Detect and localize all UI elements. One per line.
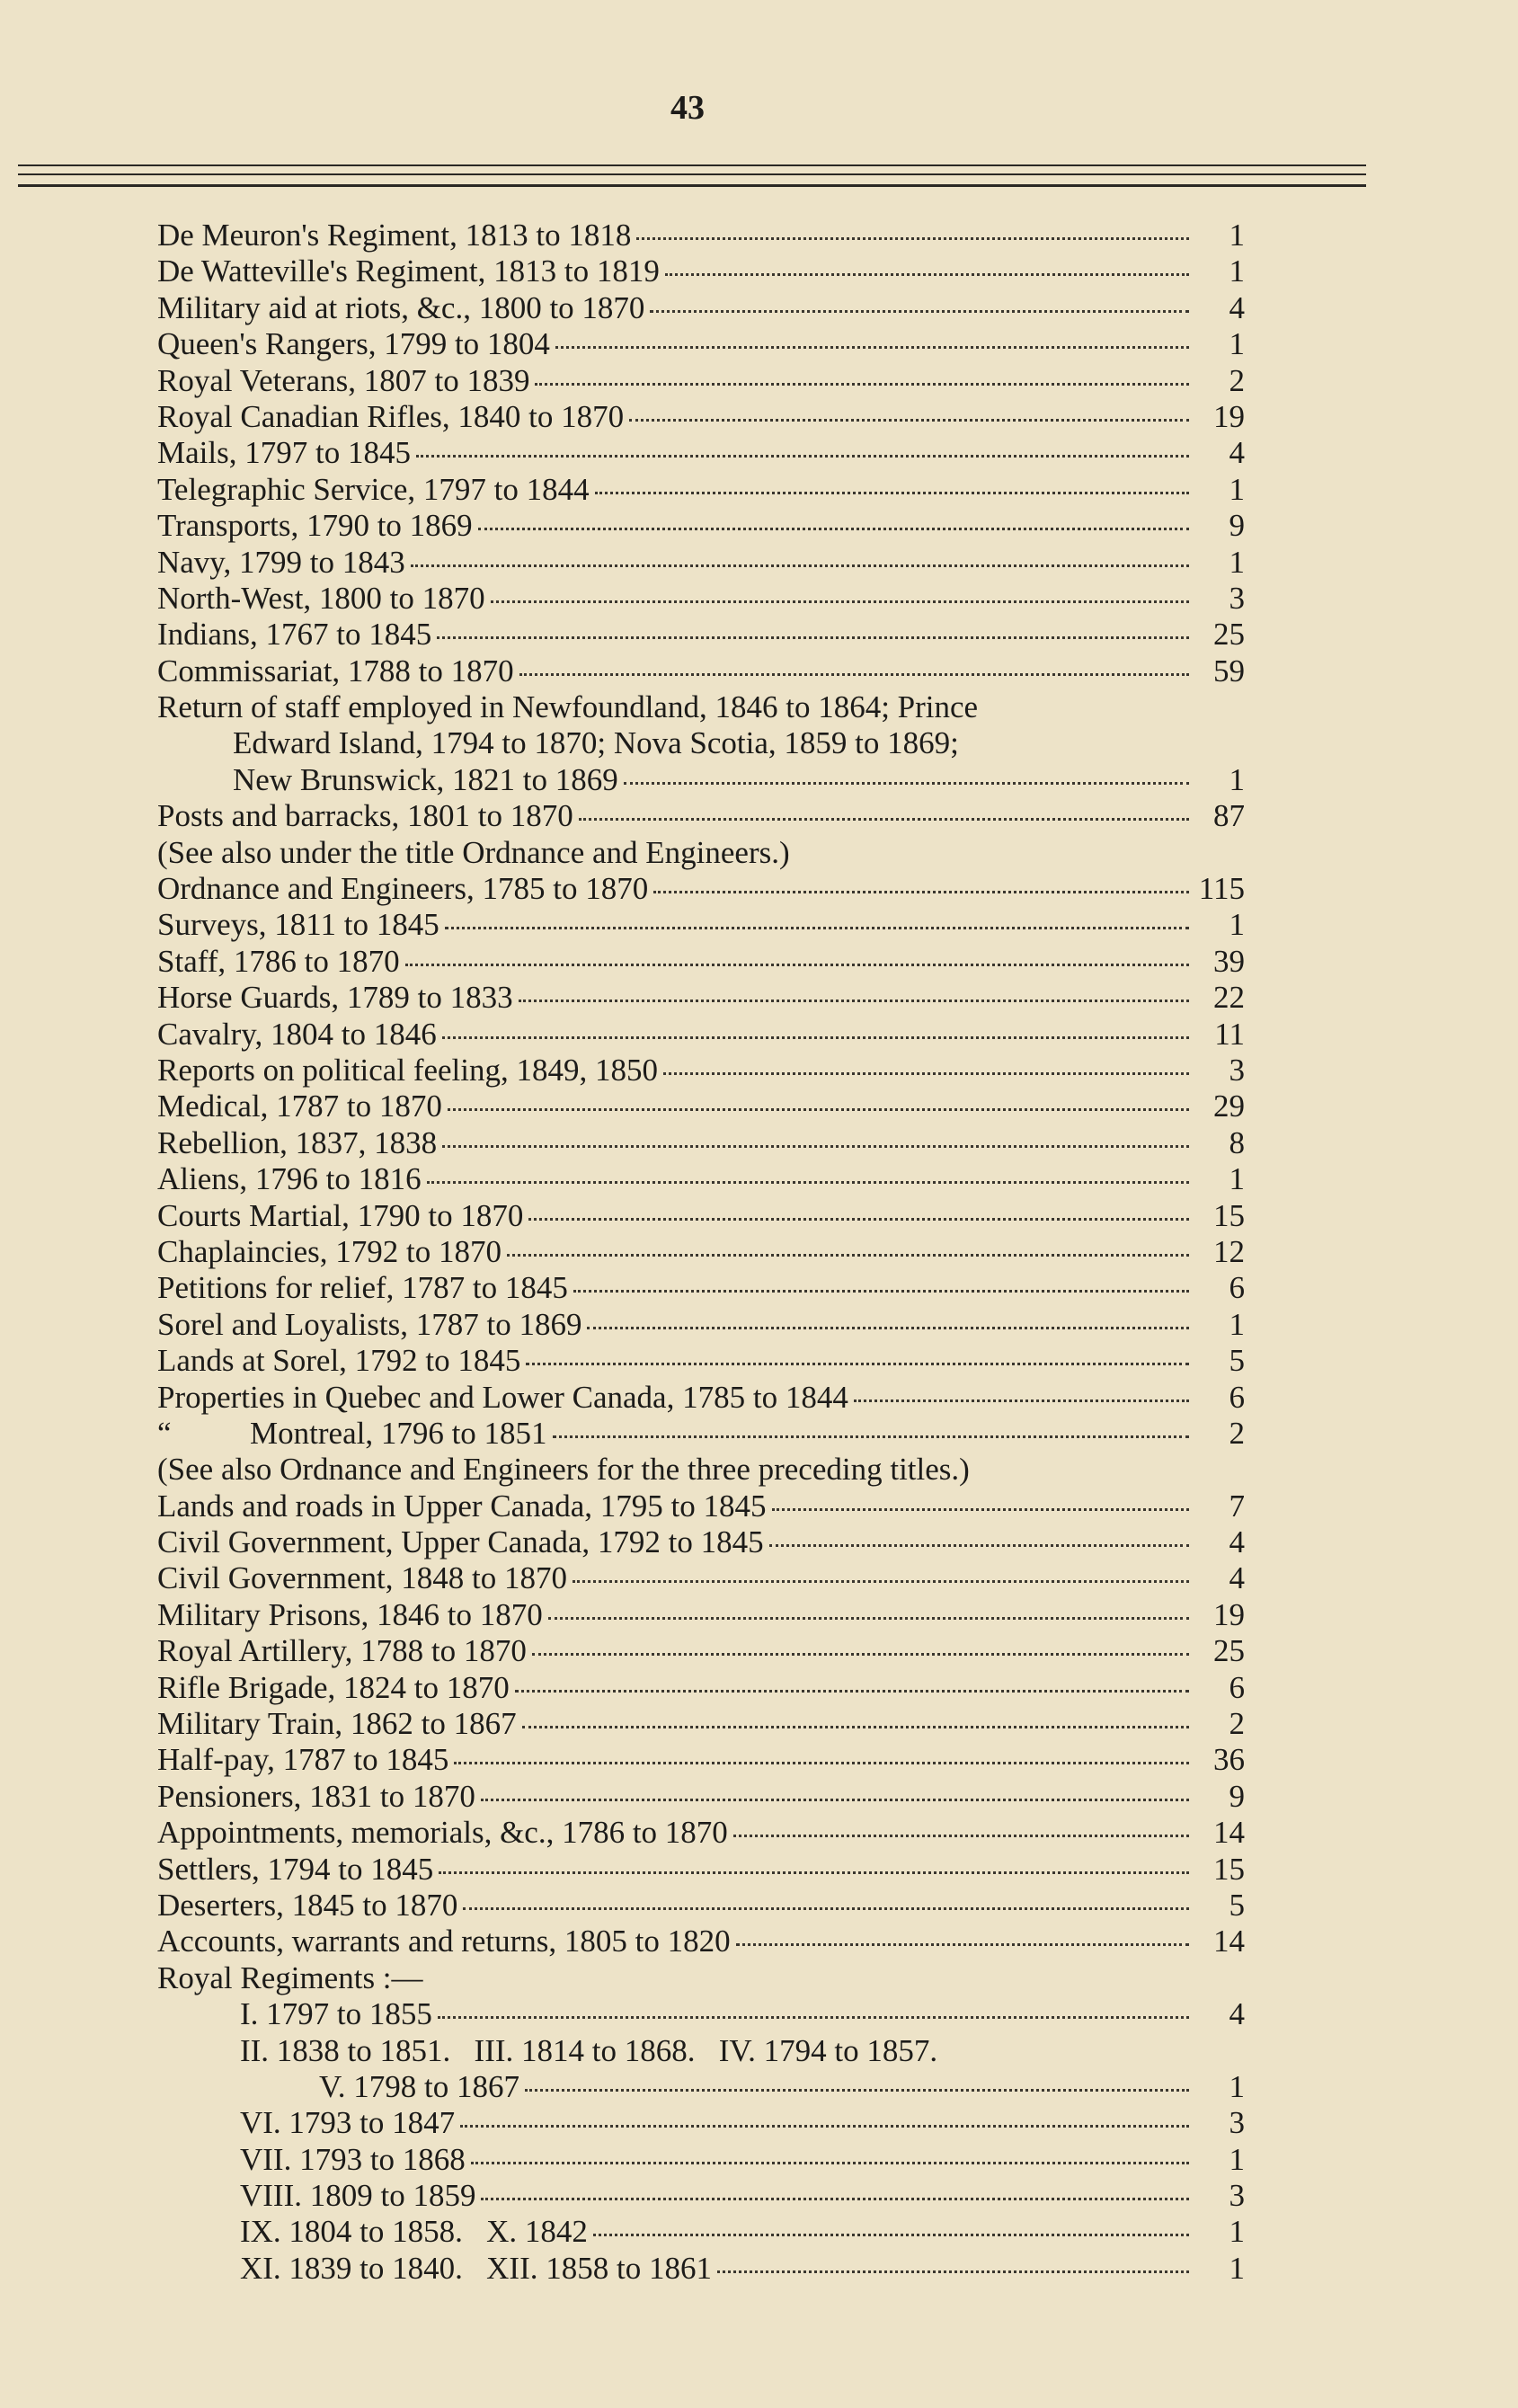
list-item: Royal Artillery, 1788 to 1870 25 (157, 1633, 1245, 1669)
list-item: Mails, 1797 to 1845 4 (157, 435, 1245, 471)
list-item-text: II. 1838 to 1851. III. 1814 to 1868. IV. 1794 to 1857. (240, 2032, 938, 2068)
list-item: Posts and barracks, 1801 to 1870 87 (157, 798, 1245, 834)
list-item: Queen's Rangers, 1799 to 1804 1 (157, 326, 1245, 362)
list-item: Ordnance and Engineers, 1785 to 1870 115 (157, 871, 1245, 907)
list-item: Sorel and Loyalists, 1787 to 1869 1 (157, 1306, 1245, 1342)
list-item: Medical, 1787 to 1870 29 (157, 1088, 1245, 1124)
contents-list (157, 218, 1245, 2287)
list-item-text: Edward Island, 1794 to 1870; Nova Scotia, 1859 to 1869; (233, 725, 959, 761)
list-item: New Brunswick, 1821 to 1869 1 (233, 761, 1245, 797)
list-item: Transports, 1790 to 1869 9 (157, 508, 1245, 544)
list-item: De Watteville's Regiment, 1813 to 1819 1 (157, 253, 1245, 289)
list-item: XI. 1839 to 1840. XII. 1858 to 1861 1 (240, 2250, 1245, 2286)
list-item: Military Train, 1862 to 1867 2 (157, 1706, 1245, 1742)
list-item: “ Montreal, 1796 to 1851 2 (157, 1415, 1245, 1451)
list-item: Properties in Quebec and Lower Canada, 1785 to 1844 6 (157, 1379, 1245, 1415)
list-item: Commissariat, 1788 to 1870 59 (157, 653, 1245, 689)
list-item: North-West, 1800 to 1870 3 (157, 580, 1245, 616)
header-rule (18, 164, 1366, 166)
list-item: Accounts, warrants and returns, 1805 to 1820 14 (157, 1924, 1245, 1959)
list-item: Staff, 1786 to 1870 39 (157, 943, 1245, 979)
list-item: Navy, 1799 to 1843 1 (157, 544, 1245, 580)
list-item: Reports on political feeling, 1849, 1850 3 (157, 1052, 1245, 1088)
page-number: 43 (670, 89, 705, 127)
list-item: De Meuron's Regiment, 1813 to 1818 1 (157, 218, 1245, 253)
list-item: Half-pay, 1787 to 1845 36 (157, 1742, 1245, 1778)
list-item: Courts Martial, 1790 to 1870 15 (157, 1197, 1245, 1233)
header-rule (18, 173, 1366, 175)
list-item: VII. 1793 to 1868 1 (240, 2141, 1245, 2177)
header-rule (18, 184, 1366, 187)
list-item: V. 1798 to 1867 1 (319, 2068, 1245, 2104)
list-item: Aliens, 1796 to 1816 1 (157, 1161, 1245, 1197)
list-item: Settlers, 1794 to 1845 15 (157, 1851, 1245, 1887)
list-item: Indians, 1767 to 1845 25 (157, 617, 1245, 653)
cross-reference-note: (See also Ordnance and Engineers for the three preceding titles.) (157, 1452, 970, 1488)
list-item: Chaplaincies, 1792 to 1870 12 (157, 1233, 1245, 1269)
list-item: Horse Guards, 1789 to 1833 22 (157, 980, 1245, 1016)
list-item: Pensioners, 1831 to 1870 9 (157, 1778, 1245, 1814)
list-item: VIII. 1809 to 1859 3 (240, 2178, 1245, 2214)
list-item: Appointments, memorials, &c., 1786 to 1870 14 (157, 1815, 1245, 1851)
list-item: Civil Government, Upper Canada, 1792 to 1845 4 (157, 1524, 1245, 1560)
list-item: Civil Government, 1848 to 1870 4 (157, 1560, 1245, 1596)
list-item: VI. 1793 to 1847 3 (240, 2105, 1245, 2141)
list-item: Royal Veterans, 1807 to 1839 2 (157, 362, 1245, 398)
list-item: Royal Canadian Rifles, 1840 to 1870 19 (157, 398, 1245, 434)
list-item: Petitions for relief, 1787 to 1845 6 (157, 1270, 1245, 1306)
list-item: Military Prisons, 1846 to 1870 19 (157, 1596, 1245, 1632)
list-item: Rebellion, 1837, 1838 8 (157, 1124, 1245, 1160)
list-item: Deserters, 1845 to 1870 5 (157, 1887, 1245, 1923)
list-item: Cavalry, 1804 to 1846 11 (157, 1016, 1245, 1052)
list-item: Lands at Sorel, 1792 to 1845 5 (157, 1343, 1245, 1379)
list-item: Telegraphic Service, 1797 to 1844 1 (157, 471, 1245, 507)
list-item: Surveys, 1811 to 1845 1 (157, 907, 1245, 943)
list-item: Lands and roads in Upper Canada, 1795 to 1845 7 (157, 1488, 1245, 1524)
list-item: Rifle Brigade, 1824 to 1870 6 (157, 1669, 1245, 1705)
list-item-text: Return of staff employed in Newfoundland, 1846 to 1864; Prince (157, 689, 979, 725)
cross-reference-note: (See also under the title Ordnance and Engineers.) (157, 834, 790, 870)
list-item: IX. 1804 to 1858. X. 1842 1 (240, 2214, 1245, 2250)
list-item: I. 1797 to 1855 4 (240, 1996, 1245, 2032)
list-item: Military aid at riots, &c., 1800 to 1870 4 (157, 289, 1245, 325)
section-heading: Royal Regiments :— (157, 1959, 423, 1995)
